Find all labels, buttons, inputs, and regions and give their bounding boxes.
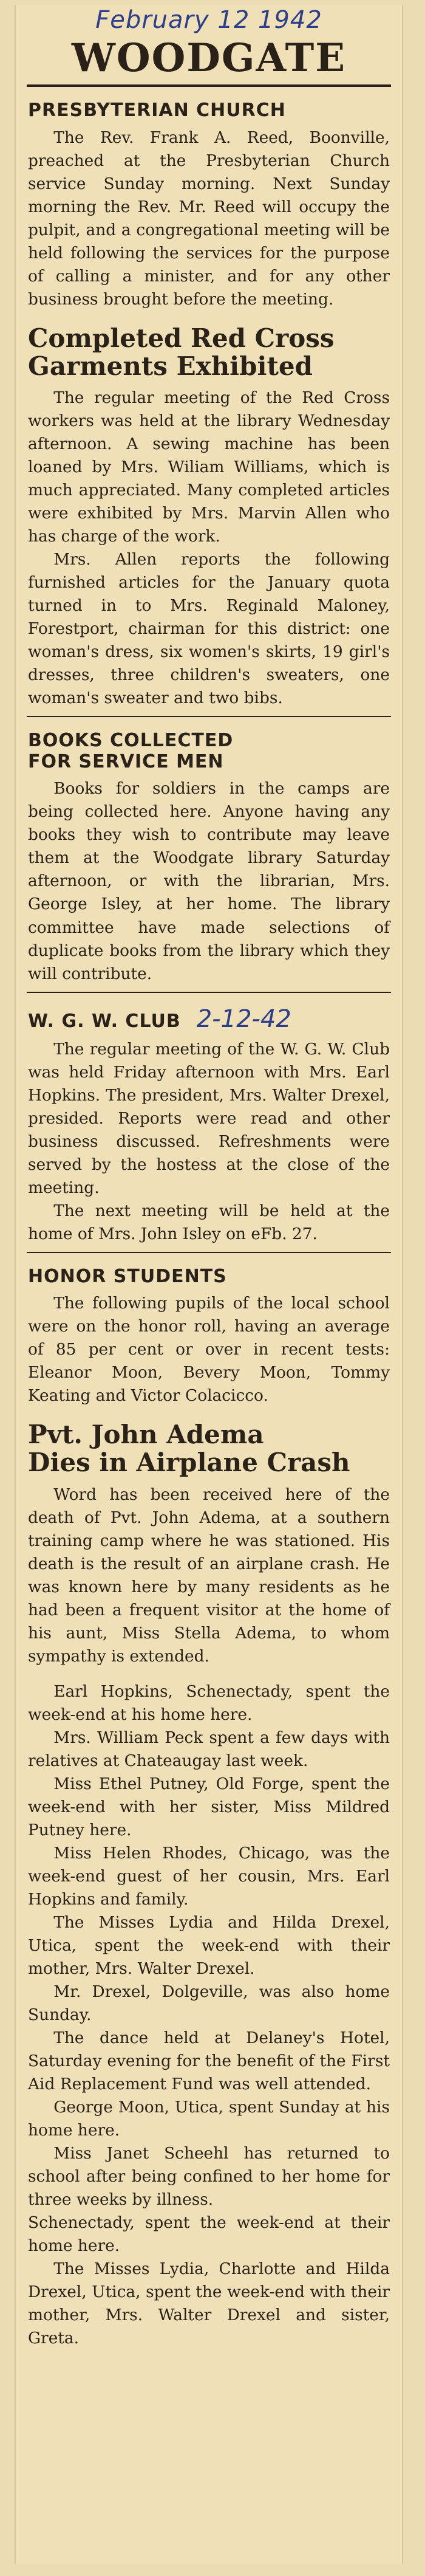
adema-paragraph: Word has been received here of the death of Pvt. John Adema, at a southern training camp where he was stationed. His death is the result of an airplane crash. He was known here by many residents as he had been a frequent visitor at the home of his aunt, Miss Stella Adema, to whom sympathy is extended. [28,1485,390,1666]
personal-item: Miss Janet Scheehl has returned to school after being confined to her home for three weeks by illness. [28,2144,390,2210]
books-heading [28,730,390,772]
divider [27,716,391,717]
newspaper-clipping [15,5,403,2564]
adema-section [16,1421,402,1668]
adema-headline-line-1: Pvt. John Adema [28,1420,264,1450]
divider [27,992,391,993]
personal-item: George Moon, Utica, spent Sunday at his home here. [28,2098,390,2140]
presbyterian-heading: PRESBYTERIAN CHURCH [28,100,286,122]
adema-headline-line-2: Dies in Airplane Crash [28,1448,350,1478]
red-cross-paragraph-1: The regular meeting of the Red Cross workers was held at the library Wednesday afternoon. A sewing machine has been loaned by Mrs. Wiliam Williams, which is much appreciated. Many completed articles were exhibited by Mrs. Marvin Allen who has charge of the work. [28,388,390,546]
masthead-rule [27,84,391,87]
club-heading: W. G. W. CLUB [28,1010,181,1032]
books-heading-line-1: BOOKS COLLECTED [28,730,234,752]
presbyterian-section [16,100,402,311]
personal-item: Miss Helen Rhodes, Chicago, was the week-end guest of her cousin, Mrs. Earl Hopkins and family. [28,1843,390,1909]
books-section [16,730,402,985]
club-paragraph-1: The regular meeting of the W. G. W. Club was held Friday afternoon with Mrs. Earl Hopkins. The president, Mrs. Walter Drexel, presided. Reports were read and other business discussed. Refreshments were served by the hostess at the close of the meeting. [28,1039,390,1197]
books-heading-line-2: FOR SERVICE MEN [28,750,224,772]
club-section [16,1005,402,1246]
club-paragraph-2: The next meeting will be held at the home of Mrs. John Isley on eFb. 27. [28,1201,390,1243]
personals-section [16,1680,402,2350]
red-cross-headline [28,325,390,380]
personal-item: The Misses Lydia and Hilda Drexel, Utica, spent the week-end with their mother, Mrs. Walter Drexel. [28,1912,390,1978]
books-paragraph: Books for soldiers in the camps are being collected here. Anyone having any books they wish to contribute may leave them at the Woodgate library Saturday afternoon, or with the librarian, Mrs. George Isley, at her home. The library committee have made selections of duplicate books from the library which they will contribute. [28,779,390,983]
red-cross-headline-line-2: Garments Exhibited [28,351,313,381]
personal-item: Schenectady, spent the week-end at their home here. [28,2213,390,2256]
adema-headline [28,1421,390,1477]
personal-item: Miss Ethel Putney, Old Forge, spent the week-end with her sister, Miss Mildred Putney here. [28,1774,390,1839]
masthead: WOODGATE [71,35,347,81]
honor-heading: HONOR STUDENTS [28,1265,227,1287]
honor-section [16,1266,402,1408]
club-heading-row [28,1005,390,1033]
honor-paragraph: The following pupils of the local school were on the honor roll, having an average of 85 per cent or over in recent tests: Eleanor Moon, Bevery Moon, Tommy Keating and Victor Colacicco. [28,1294,390,1406]
club-handwritten-date: 2-12-42 [196,1005,291,1033]
red-cross-section [16,325,402,710]
personal-item: The Misses Lydia, Charlotte and Hilda Drexel, Utica, spent the week-end with their mother, Mrs. Walter Drexel and sister, Greta. [28,2259,390,2348]
red-cross-paragraph-2: Mrs. Allen reports the following furnished articles for the January quota turned in to Mrs. Reginald Maloney, Forestport, chairman for this district: one woman's dress, six women's skirts, 19 girl's dresses, three children's sweaters, one woman's sweater and two bibs. [28,550,390,708]
presbyterian-paragraph: The Rev. Frank A. Reed, Boonville, preached at the Presbyterian Church service Sunday morning. Next Sunday morning the Rev. Mr. Reed will occupy the pulpit, and a congregational meeting will be held following the services for the purpose of calling a minister, and for any other business brought before the meeting. [28,128,390,309]
divider [27,1252,391,1253]
personal-item: Earl Hopkins, Schenectady, spent the week-end at his home here. [28,1681,390,1724]
personal-item: Mrs. William Peck spent a few days with relatives at Chateaugay last week. [28,1728,390,1770]
handwritten-date: February 12 1942 [95,6,322,34]
red-cross-headline-line-1: Completed Red Cross [28,323,335,353]
personal-item: Mr. Drexel, Dolgeville, was also home Sunday. [28,1982,390,2024]
personal-item: The dance held at Delaney's Hotel, Saturday evening for the benefit of the First Aid Replacement Fund was well attended. [28,2028,390,2094]
